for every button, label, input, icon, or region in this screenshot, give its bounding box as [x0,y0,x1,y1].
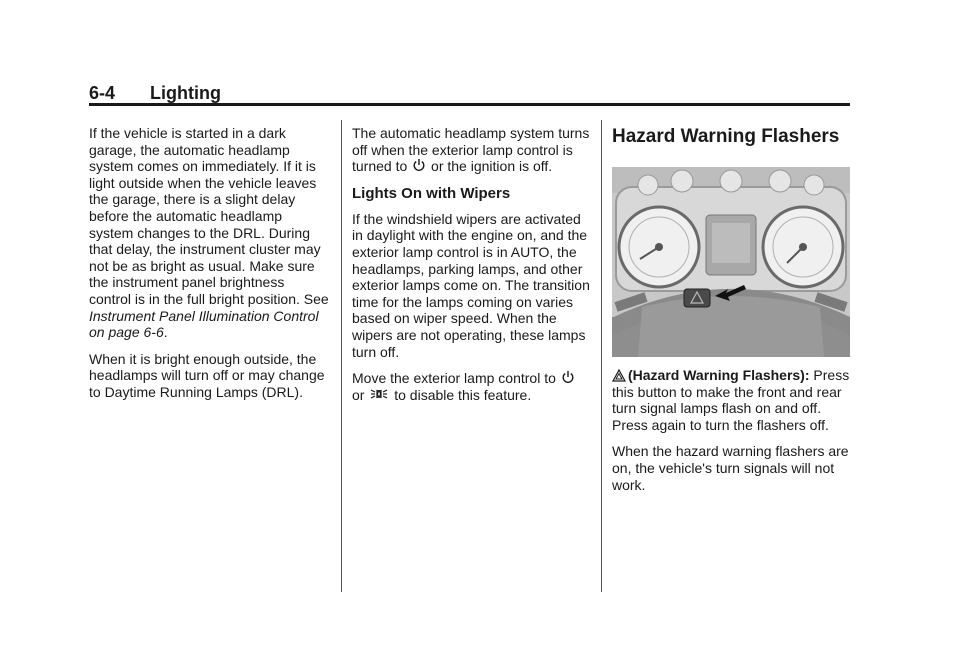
instrument-panel-photo [612,167,850,357]
paragraph-turn-signals: When the hazard warning flashers are on, the vehicle's turn signals will not work. [612,443,849,493]
page-number: 6-4 [89,83,116,103]
header-rule [89,103,850,106]
column-divider-2 [601,120,602,592]
power-off-icon [562,370,574,384]
paragraph-auto-off: The automatic headlamp system turns off when the exterior lamp control is turned to or the ignition is off. [352,125,590,175]
chapter-title: Lighting [150,83,221,103]
column-3 [612,125,852,503]
column-divider-1 [341,120,342,592]
paragraph-bright-outside: When it is bright enough outside, the headlamps will turn off or may change to Daytime Running Lamps (DRL). [89,350,325,400]
cross-reference-link[interactable]: Instrument Panel Illumination Control on page 6-6 [89,307,319,341]
paragraph-wipers: If the windshield wipers are activated in daylight with the engine on, and the exterior lamp control is in AUTO, the headlamps, parking lamps, and other exterior lamps come on. The transition time for the lamps coming on varies based on wiper speed. When the wipers are not operating, these lamps turn off. [352,210,590,360]
column-1 [89,125,329,411]
hazard-triangle-icon [612,369,626,382]
lights-on-wipers-heading: Lights On with Wipers [352,184,511,202]
paragraph-disable: Move the exterior lamp control to or to disable this feature. [352,370,592,403]
hazard-label: (Hazard Warning Flashers): [628,367,810,383]
paragraph-dark-garage: If the vehicle is started in a dark garage, the automatic headlamp system comes on immediately. If it is light outside when the vehicle leaves the garage, there is a slight delay before the automatic headlamp system changes to the DRL. During that delay, the instrument cluster may not be as bright as usual. Make sure the instrument panel brightness control is in the full bright position. See Instrument Panel Illumination Control on page 6-6. [89,125,329,341]
paragraph-hazard: (Hazard Warning Flashers): Press this button to make the front and rear turn signal lamps flash on and off. Press again to turn the flashers off. [612,367,850,433]
hazard-flashers-heading: Hazard Warning Flashers [612,126,840,147]
power-off-icon [413,158,425,172]
parking-lamps-icon [370,387,388,401]
column-2 [352,125,592,413]
